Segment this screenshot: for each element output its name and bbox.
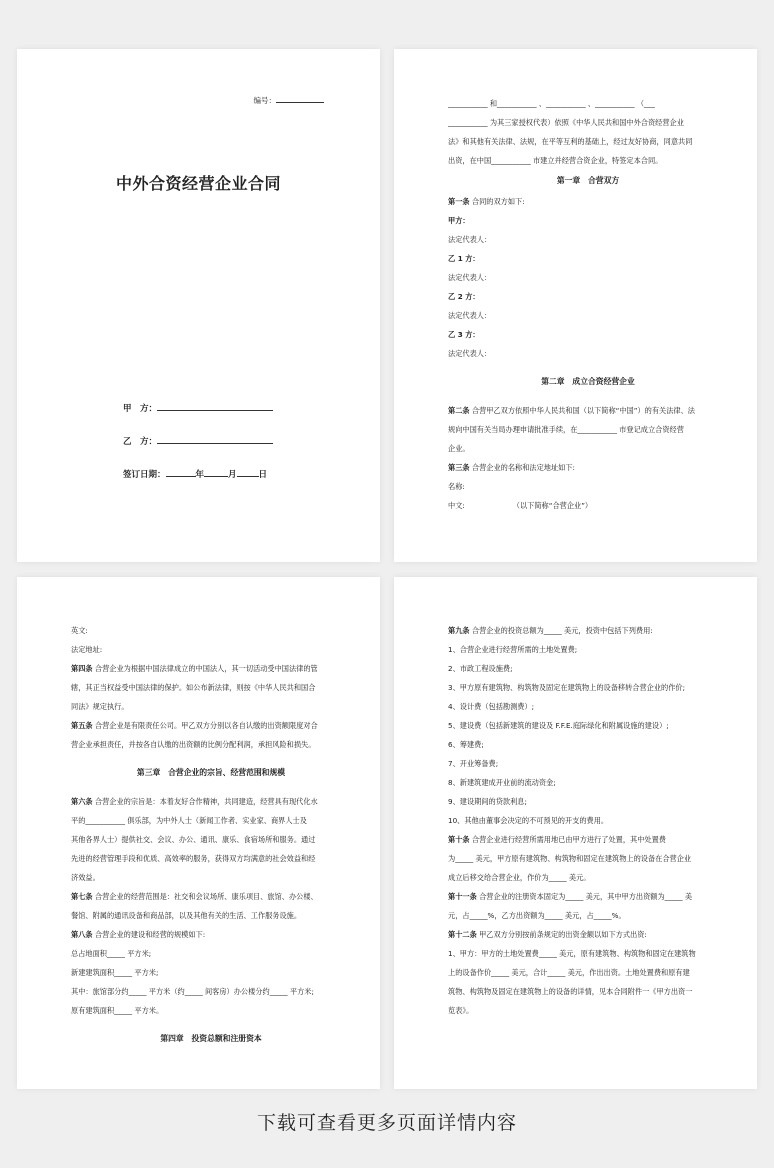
article-text: 为_____ 美元，甲方原有建筑物、构筑物和固定在建筑物上的设备在合营企业 xyxy=(448,854,692,863)
party-b2-heading: 乙 2 方： xyxy=(448,292,480,301)
address-label: 法定地址: xyxy=(71,645,103,654)
year-label: 年 xyxy=(195,470,205,480)
article-label: 第二条 xyxy=(448,406,470,415)
contract-number-field xyxy=(254,93,325,106)
page4-body xyxy=(448,621,728,1020)
article-text: 辖，其正当权益受中国法律的保护。如公布新法律，则按《中华人民共和国合 xyxy=(71,683,316,692)
article-label: 第十二条 xyxy=(448,930,477,939)
intro-line: 法》和其他有关法律、法规，在平等互利的基础上，经过友好协商，同意共同 xyxy=(448,137,693,146)
document-page-2 xyxy=(394,49,757,562)
sign-date-line xyxy=(123,467,267,480)
article-label: 第一条 xyxy=(448,197,470,206)
article-text: 先进的经营管理手段和优质、高效率的服务，获得双方均满意的社会效益和经 xyxy=(71,854,316,863)
article-text: 甲乙双方分别按前条规定的出资金额以如下方式出资: xyxy=(479,930,647,939)
party-b-label: 乙 方： xyxy=(123,437,158,447)
scale-line: 原有建筑面积_____ 平方米。 xyxy=(71,1006,164,1015)
cost-item: 3、甲方原有建筑物、构筑物及固定在建筑物上的设备移转合营企业的作价; xyxy=(448,683,685,692)
article-text: 上的设备作价_____ 美元，合计_____ 美元，作出出资。土地处置费和原有建 xyxy=(448,968,690,977)
article-text: 览表》。 xyxy=(448,1006,474,1015)
article-10 xyxy=(448,830,728,849)
article-text: 合营企业的投资总额为_____ 美元，投资中包括下列费用: xyxy=(471,626,653,635)
article-label: 第十一条 xyxy=(448,892,477,901)
legal-rep-label: 法定代表人： xyxy=(448,273,492,282)
chinese-label: 中文: xyxy=(448,501,465,510)
legal-rep-label: 法定代表人： xyxy=(448,235,492,244)
chinese-name-line xyxy=(448,496,728,515)
party-a-line xyxy=(123,401,273,414)
document-title: 中外合资经营企业合同 xyxy=(115,174,281,193)
sign-date-label: 签订日期： xyxy=(123,470,166,480)
month-blank xyxy=(204,467,228,477)
article-3 xyxy=(448,458,728,477)
cost-item: 7、开业筹备费; xyxy=(448,759,499,768)
article-text: 合营企业是有限责任公司。甲乙双方分别以各自认缴的出资额限度对合 xyxy=(94,721,318,730)
english-label: 英文: xyxy=(71,626,88,635)
scale-line: 总占地面积_____ 平方米; xyxy=(71,949,152,958)
article-text: 合营企业的名称和法定地址如下: xyxy=(471,463,575,472)
party-b-line xyxy=(123,434,273,447)
chapter-heading: 第四章 投资总额和注册资本 xyxy=(160,1034,262,1043)
party-a-label: 甲 方： xyxy=(123,404,158,414)
article-1 xyxy=(448,192,728,211)
intro-line: 出资，在中国___________ 市建立并经营合资企业，特签定本合同。 xyxy=(448,156,663,165)
document-page-3 xyxy=(17,577,380,1089)
article-7 xyxy=(71,887,351,906)
scale-line: 新建建筑面积_____ 平方米; xyxy=(71,968,159,977)
article-label: 第九条 xyxy=(448,626,470,635)
article-text: 营企业承担责任，并按各自认缴的出资额的比例分配利润，承担风险和损失。 xyxy=(71,740,316,749)
page3-body xyxy=(71,621,351,1058)
day-label: 日 xyxy=(258,470,268,480)
article-text: 其他各界人士）提供社交、会议、办公、通讯、康乐、食宿场所和服务。通过 xyxy=(71,835,316,844)
cost-item: 2、市政工程设施费; xyxy=(448,664,513,673)
cost-item: 9、建设期间的贷款利息; xyxy=(448,797,527,806)
document-page-4 xyxy=(394,577,757,1089)
article-text: 济效益。 xyxy=(71,873,100,882)
article-text: 合营企业的注册资本固定为_____ 美元，其中甲方出资额为_____ 美 xyxy=(479,892,693,901)
name-label: 名称: xyxy=(448,482,465,491)
article-label: 第十条 xyxy=(448,835,470,844)
intro-line: ___________ 和___________ 、___________ 、___________ （___ xyxy=(448,99,655,108)
party-b3-heading: 乙 3 方： xyxy=(448,330,480,339)
article-label: 第八条 xyxy=(71,930,93,939)
article-label: 第七条 xyxy=(71,892,93,901)
article-text: 平的___________ 俱乐部，为中外人士（新闻工作者、实业家、商界人士及 xyxy=(71,816,307,825)
article-text: 合营企业的建设和经营的规模如下: xyxy=(94,930,206,939)
article-text: 合营甲乙双方依照中华人民共和国（以下简称“中国”）的有关法律、法 xyxy=(471,406,695,415)
article-text: 规向中国有关当局办理申请批准手续，在___________ 市登记成立合资经营 xyxy=(448,425,684,434)
article-label: 第三条 xyxy=(448,463,470,472)
cost-item: 5、建设费（包括新建筑的建设及 F.F.E.庭际绿化和附属设施的建设）; xyxy=(448,721,669,730)
download-more-caption: 下载可查看更多页面详情内容 xyxy=(256,1112,517,1134)
article-text: 餐馆、附属的通讯设备和商品部，以及其他有关的生活、工作服务设施。 xyxy=(71,911,302,920)
chapter-heading: 第二章 成立合资经营企业 xyxy=(541,377,635,386)
article-text: 同法》规定执行。 xyxy=(71,702,129,711)
chinese-note: （以下简称“合营企业”） xyxy=(512,501,593,510)
legal-rep-label: 法定代表人： xyxy=(448,349,492,358)
party-b-blank xyxy=(157,434,273,444)
article-4 xyxy=(71,659,351,678)
article-text: 合营企业进行经营所需用地已由甲方进行了处置，其中处置费 xyxy=(471,835,666,844)
article-label: 第四条 xyxy=(71,664,93,673)
party-b1-heading: 乙 1 方： xyxy=(448,254,480,263)
legal-rep-label: 法定代表人： xyxy=(448,311,492,320)
year-blank xyxy=(166,467,196,477)
article-text: 成立后移交给合营企业，作价为_____ 美元。 xyxy=(448,873,591,882)
day-blank xyxy=(237,467,259,477)
chapter-heading: 第一章 合营双方 xyxy=(556,176,620,185)
article-11 xyxy=(448,887,728,906)
article-5 xyxy=(71,716,351,735)
page2-body xyxy=(448,94,728,515)
document-page-cover xyxy=(17,49,380,562)
article-text: 合营企业的经营范围是：社交和会议场所、康乐项目、旅馆、办公楼、 xyxy=(94,892,318,901)
article-label: 第六条 xyxy=(71,797,93,806)
article-text: 1、甲方：甲方的土地处置费_____ 美元，原有建筑物、构筑物和固定在建筑物 xyxy=(448,949,696,958)
party-a-blank xyxy=(157,401,273,411)
month-label: 月 xyxy=(228,470,237,480)
cost-item: 4、设计费（包括勘测费）; xyxy=(448,702,535,711)
scale-line: 其中：旅馆部分约_____ 平方米（约_____ 间客房）办公楼分约_____ 平方米; xyxy=(71,987,314,996)
article-text: 元，占_____%，乙方出资额为_____ 美元，占_____%。 xyxy=(448,911,626,920)
cost-item: 6、筹建费; xyxy=(448,740,484,749)
article-9 xyxy=(448,621,728,640)
contract-number-blank xyxy=(276,93,324,103)
cost-item: 1、合营企业进行经营所需的土地处置费; xyxy=(448,645,578,654)
cost-item: 10、其他由董事会决定的不可预见的开支的费用。 xyxy=(448,816,609,825)
article-label: 第五条 xyxy=(71,721,93,730)
party-a-heading: 甲方： xyxy=(448,216,470,225)
article-text: 企业。 xyxy=(448,444,470,453)
article-text: 合营企业的宗旨是：本着友好合作精神，共同建造，经营具有现代化水 xyxy=(94,797,318,806)
article-2 xyxy=(448,401,728,420)
article-12 xyxy=(448,925,728,944)
chapter-heading: 第三章 合营企业的宗旨、经营范围和规模 xyxy=(136,768,286,777)
article-6 xyxy=(71,792,351,811)
article-text: 筑物、构筑物及固定在建筑物上的设备的详情，见本合同附件一《甲方出资一 xyxy=(448,987,693,996)
intro-line: ___________ 为其三家授权代表）依照《中华人民共和国中外合资经营企业 xyxy=(448,118,684,127)
cost-item: 8、新建筑建成开业前的流动资金; xyxy=(448,778,556,787)
article-text: 合营企业为根据中国法律成立的中国法人，其一切活动受中国法律的管 xyxy=(94,664,318,673)
contract-number-label: 编号： xyxy=(253,96,276,105)
article-8 xyxy=(71,925,351,944)
article-text: 合同的双方如下: xyxy=(471,197,525,206)
